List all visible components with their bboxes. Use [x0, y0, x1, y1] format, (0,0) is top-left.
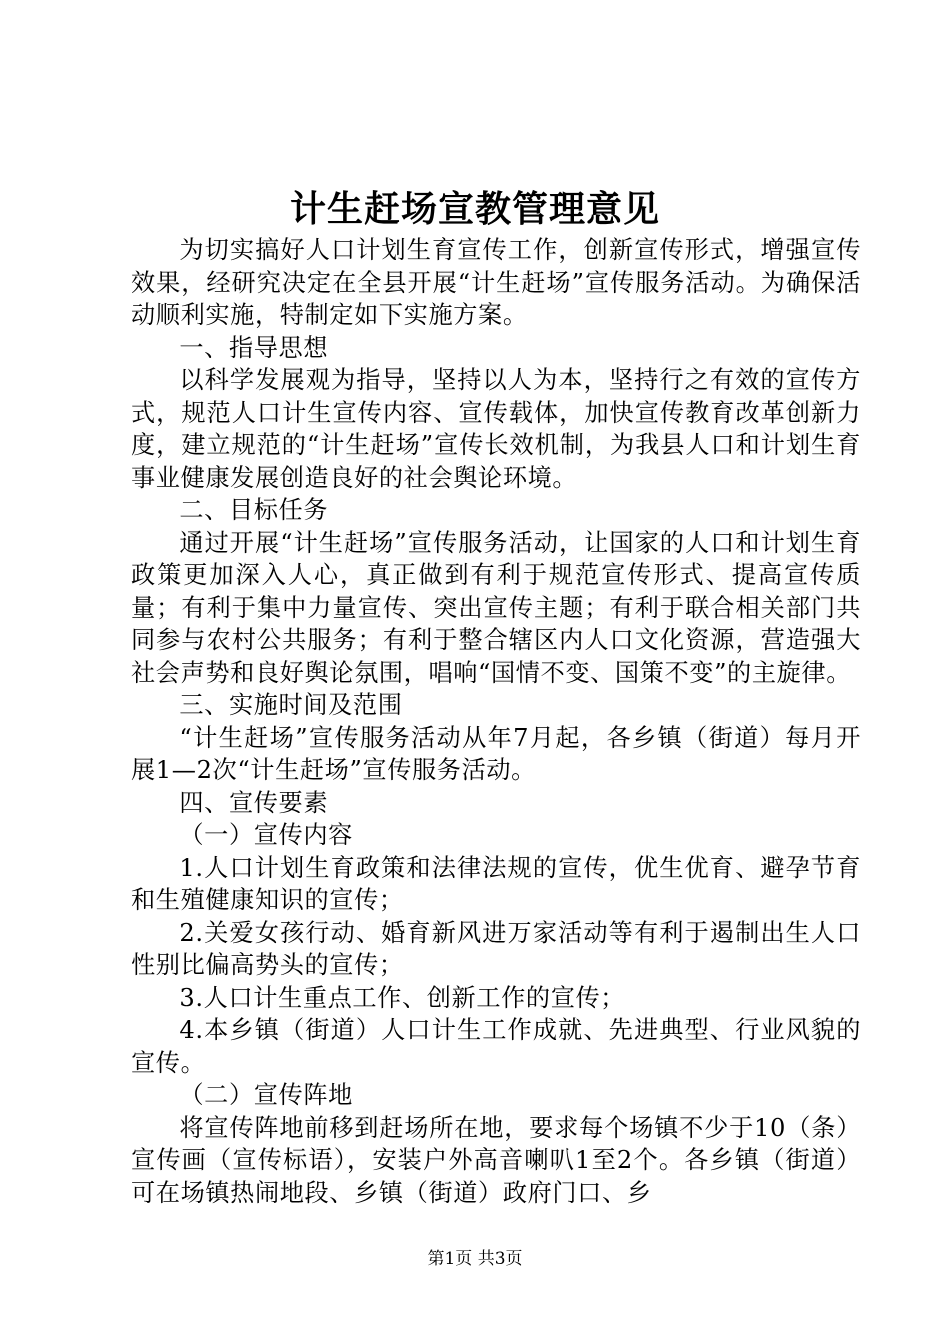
list-item: 3.人口计生重点工作、创新工作的宣传； — [179, 983, 626, 1012]
subsection-heading: （二）宣传阵地 — [179, 1081, 353, 1109]
list-item: 4.本乡镇（街道）人口计生工作成就、先进典型、行业风貌的宣传。 — [131, 1016, 861, 1077]
body-paragraph: 将宣传阵地前移到赶场所在地，要求每个场镇不少于10（条）宣传画（宣传标语），安装户外高音喇叭1至2个。各乡镇（街道）可在场镇热闹地段、乡镇（街道）政府门口、乡 — [131, 1113, 861, 1207]
section-heading: 四、宣传要素 — [179, 788, 329, 817]
document-title: 计生赶场宣教管理意见 — [289, 188, 660, 230]
list-item: 1.人口计划生育政策和法律法规的宣传，优生优育、避孕节育和生殖健康知识的宣传； — [131, 853, 861, 914]
section-heading: 一、指导思想 — [179, 333, 329, 362]
body-paragraph: 以科学发展观为指导，坚持以人为本，坚持行之有效的宣传方式，规范人口计生宣传内容、宣传载体，加快宣传教育改革创新力度，建立规范的“计生赶场”宣传长效机制，为我县人口和计划生育事业健康发展创造良好的社会舆论环境。 — [131, 366, 861, 492]
document-body — [131, 234, 861, 1209]
intro-paragraph: 为切实搞好人口计划生育宣传工作，创新宣传形式，增强宣传效果，经研究决定在全县开展“计生赶场”宣传服务活动。为确保活动顺利实施，特制定如下实施方案。 — [131, 236, 861, 329]
subsection-heading: （一）宣传内容 — [179, 821, 353, 849]
page-number-footer: 第1页 共3页 — [427, 1249, 523, 1269]
list-item: 2.关爱女孩行动、婚育新风进万家活动等有利于遏制出生人口性别比偏高势头的宣传； — [131, 918, 861, 979]
section-heading: 三、实施时间及范围 — [179, 691, 403, 719]
body-paragraph: 通过开展“计生赶场”宣传服务活动，让国家的人口和计划生育政策更加深入人心，真正做到有利于规范宣传形式、提高宣传质量；有利于集中力量宣传、突出宣传主题；有利于联合相关部门共同参与农村公共服务；有利于整合辖区内人口文化资源，营造强大社会声势和良好舆论氛围，唱响“国情不变、国策不变”的主旋律。 — [131, 528, 861, 687]
body-paragraph: “计生赶场”宣传服务活动从年7月起，各乡镇（街道）每月开展1—2次“计生赶场”宣传服务活动。 — [131, 723, 861, 784]
section-heading: 二、目标任务 — [179, 496, 329, 524]
